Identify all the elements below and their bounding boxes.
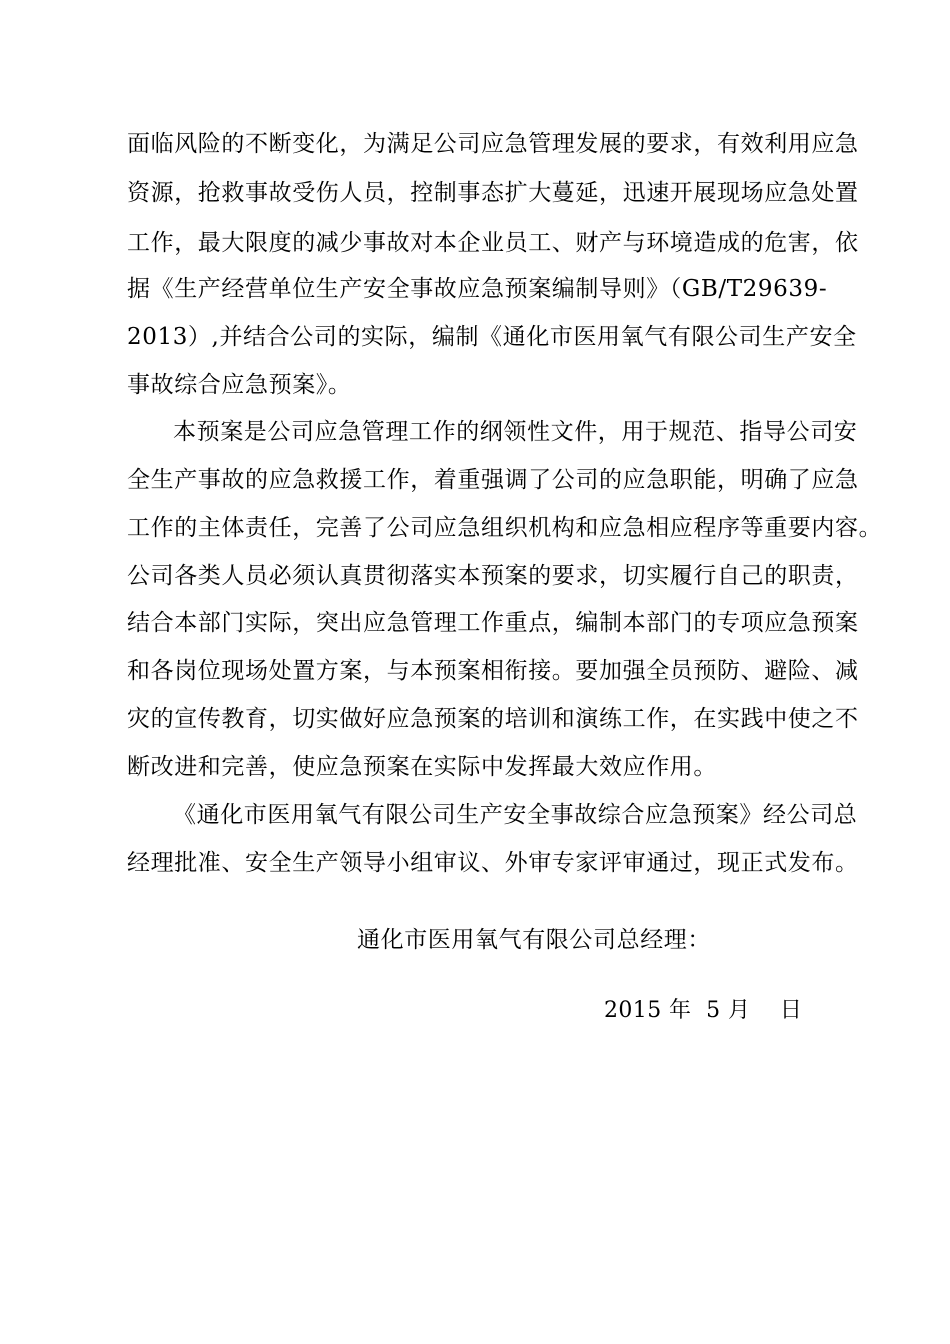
paragraph-line: 本预案是公司应急管理工作的纲领性文件，用于规范、指导公司安 bbox=[173, 419, 858, 445]
paragraph-line: 结合本部门实际，突出应急管理工作重点，编制本部门的专项应急预案 bbox=[127, 610, 859, 636]
paragraph-line: 《通化市医用氧气有限公司生产安全事故综合应急预案》经公司总 bbox=[173, 802, 858, 828]
signature-company: 通化市医用氧气有限公司总经理： bbox=[357, 927, 711, 953]
paragraph-line: 工作的主体责任，完善了公司应急组织机构和应急相应程序等重要内容。 bbox=[127, 515, 883, 541]
paragraph-line: 经理批准、安全生产领导小组审议、外审专家评审通过，现正式发布。 bbox=[127, 850, 859, 876]
paragraph-line: 灾的宣传教育，切实做好应急预案的培训和演练工作，在实践中使之不 bbox=[127, 706, 859, 732]
paragraph-line: 2013）,并结合公司的实际，编制《通化市医用氧气有限公司生产安全 bbox=[127, 324, 857, 350]
paragraph-line: 公司各类人员必须认真贯彻落实本预案的要求，切实履行自己的职责， bbox=[127, 563, 859, 589]
paragraph-line: 工作，最大限度的减少事故对本企业员工、财产与环境造成的危害，依 bbox=[127, 230, 859, 256]
paragraph-line: 面临风险的不断变化，为满足公司应急管理发展的要求，有效利用应急 bbox=[127, 131, 859, 157]
paragraph-line: 资源，抢救事故受伤人员，控制事态扩大蔓延，迅速开展现场应急处置 bbox=[127, 180, 859, 206]
paragraph-line: 全生产事故的应急救援工作，着重强调了公司的应急职能，明确了应急 bbox=[127, 467, 859, 493]
paragraph-line: 和各岗位现场处置方案，与本预案相衔接。要加强全员预防、避险、减 bbox=[127, 658, 859, 684]
paragraph-line: 事故综合应急预案》。 bbox=[127, 372, 352, 398]
signature-date: 2015 年 5 月 日 bbox=[604, 998, 803, 1023]
paragraph-line: 断改进和完善，使应急预案在实际中发挥最大效应作用。 bbox=[127, 754, 717, 780]
paragraph-line: 据《生产经营单位生产安全事故应急预案编制导则》（GB/T29639- bbox=[127, 276, 828, 302]
